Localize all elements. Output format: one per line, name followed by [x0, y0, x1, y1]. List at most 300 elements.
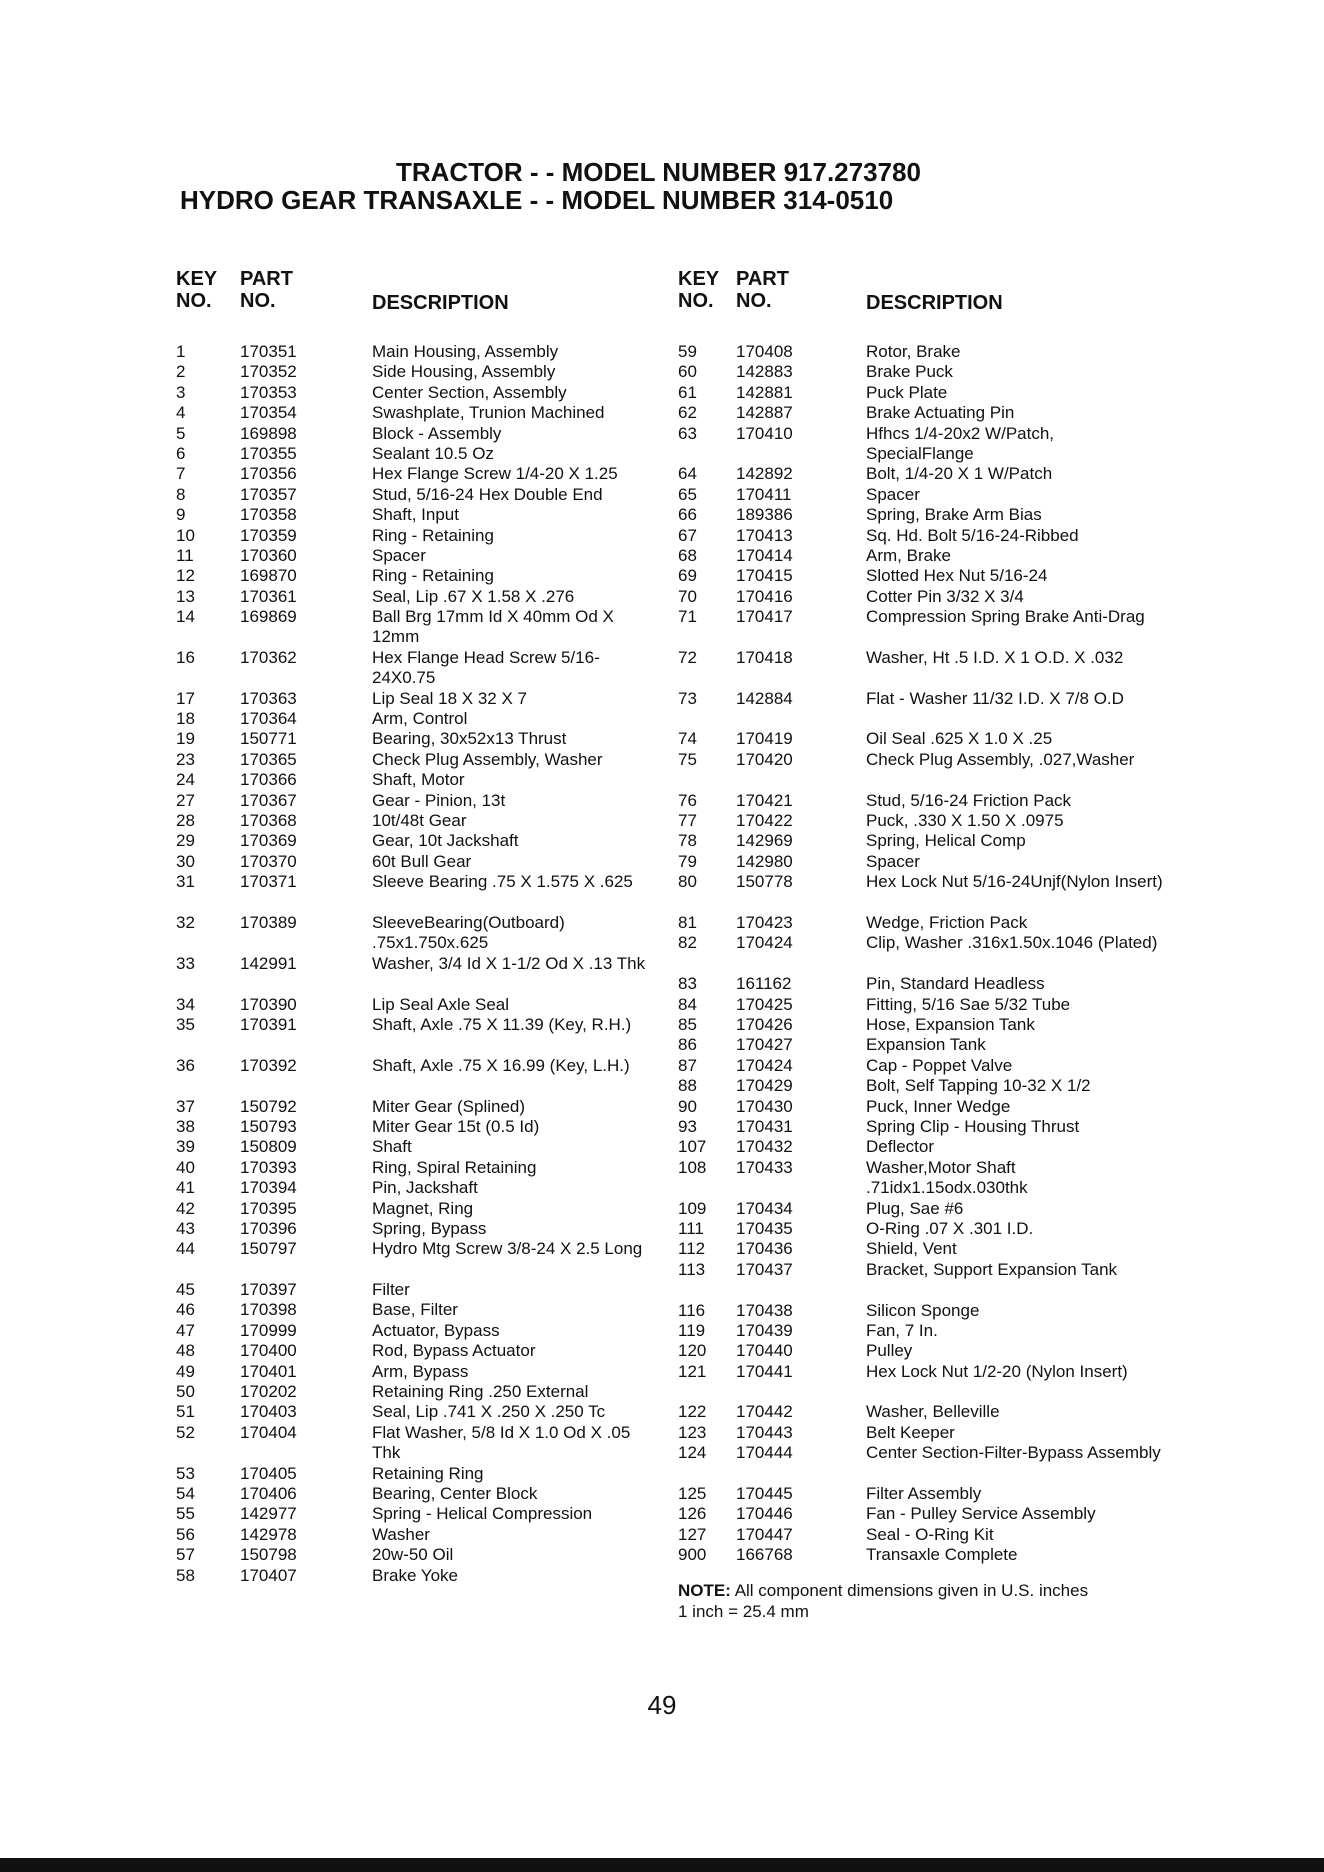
key-number: 126: [678, 1504, 707, 1524]
key-number: 84: [678, 994, 697, 1014]
part-number: 142980: [736, 851, 793, 871]
part-description: Shaft, Axle .75 X 16.99 (Key, L.H.): [372, 1055, 630, 1075]
part-description: Spacer: [866, 851, 920, 871]
part-number: 170393: [240, 1157, 297, 1177]
part-description: Shield, Vent: [866, 1239, 957, 1259]
key-number: 60: [678, 362, 697, 382]
part-header: PART NO.: [240, 268, 293, 312]
part-number: 170390: [240, 994, 297, 1014]
key-number: 125: [678, 1484, 707, 1504]
key-number: 72: [678, 647, 697, 667]
part-description: Hydro Mtg Screw 3/8-24 X 2.5 Long: [372, 1239, 643, 1259]
key-number: 17: [176, 688, 195, 708]
part-description: Spring, Brake Arm Bias: [866, 505, 1042, 525]
part-number: 170424: [736, 933, 793, 953]
part-number: 170356: [240, 464, 297, 484]
key-number: 34: [176, 994, 195, 1014]
part-number: 170404: [240, 1422, 297, 1442]
part-description: Hex Lock Nut 5/16-24Unjf(Nylon Insert): [866, 872, 1163, 892]
part-number: 170400: [240, 1341, 297, 1361]
part-number: 170436: [736, 1239, 793, 1259]
part-description: Plug, Sae #6: [866, 1198, 964, 1218]
part-description: 60t Bull Gear: [372, 851, 472, 871]
key-number: 45: [176, 1280, 195, 1300]
part-description: Hfhcs 1/4-20x2 W/Patch, SpecialFlange: [866, 423, 1055, 463]
key-number: 35: [176, 1014, 195, 1034]
part-number: 170352: [240, 362, 297, 382]
key-number: 121: [678, 1361, 707, 1381]
key-number: 58: [176, 1565, 195, 1585]
part-number: 170370: [240, 851, 297, 871]
key-number: 122: [678, 1402, 707, 1422]
part-description: Brake Yoke: [372, 1565, 459, 1585]
part-description: Compression Spring Brake Anti-Drag: [866, 607, 1145, 627]
part-number: 170395: [240, 1198, 297, 1218]
part-number: 170416: [736, 586, 793, 606]
key-number: 39: [176, 1137, 195, 1157]
part-description: Cap - Poppet Valve: [866, 1055, 1013, 1075]
key-number: 86: [678, 1035, 697, 1055]
part-description: Miter Gear (Splined): [372, 1096, 526, 1116]
key-number: 16: [176, 647, 195, 667]
part-description: Side Housing, Assembly: [372, 362, 556, 382]
key-number: 67: [678, 525, 697, 545]
part-number: 170358: [240, 505, 297, 525]
part-description: Hex Lock Nut 1/2-20 (Nylon Insert): [866, 1361, 1128, 1381]
part-description: Gear, 10t Jackshaft: [372, 831, 519, 851]
part-number: 170443: [736, 1422, 793, 1442]
part-number: 150797: [240, 1239, 297, 1259]
key-number: 40: [176, 1157, 195, 1177]
part-description: Base, Filter: [372, 1300, 458, 1320]
part-number: 170411: [736, 484, 792, 504]
part-description: Bracket, Support Expansion Tank: [866, 1259, 1118, 1279]
part-number: 170371: [240, 872, 297, 892]
key-number: 900: [678, 1545, 707, 1565]
part-description: Brake Actuating Pin: [866, 403, 1015, 423]
key-number: 108: [678, 1157, 707, 1177]
part-number: 142969: [736, 831, 793, 851]
part-number: 170415: [736, 566, 793, 586]
part-description: Center Section-Filter-Bypass Assembly: [866, 1443, 1161, 1463]
key-number: 38: [176, 1116, 195, 1136]
part-number: 170396: [240, 1218, 297, 1238]
dimensions-note: [678, 1580, 1238, 1622]
part-description: O-Ring .07 X .301 I.D.: [866, 1218, 1034, 1238]
note-text: All component dimensions given in U.S. inches: [734, 1581, 1089, 1600]
part-number: 150798: [240, 1545, 297, 1565]
key-number: 52: [176, 1422, 195, 1442]
part-number: 170369: [240, 831, 297, 851]
part-description: Check Plug Assembly, .027,Washer: [866, 749, 1135, 769]
key-number: 44: [176, 1239, 195, 1259]
key-number: 51: [176, 1402, 195, 1422]
part-number: 170368: [240, 811, 297, 831]
note-label: NOTE:: [678, 1581, 731, 1600]
part-number: 150793: [240, 1116, 297, 1136]
part-number: 170417: [736, 607, 793, 627]
key-number: 63: [678, 423, 697, 443]
key-number: 112: [678, 1239, 706, 1259]
part-number: 170353: [240, 382, 297, 402]
key-number: 83: [678, 974, 697, 994]
part-number: 170389: [240, 912, 297, 932]
key-number: 119: [678, 1320, 706, 1340]
description-header: DESCRIPTION: [866, 292, 1003, 314]
part-description: Flat Washer, 5/8 Id X 1.0 Od X .05 Thk: [372, 1422, 631, 1463]
part-description: Pin, Standard Headless: [866, 974, 1045, 994]
part-number: 170421: [736, 790, 793, 810]
key-number: 12: [176, 566, 195, 586]
part-description: Sealant 10.5 Oz: [372, 443, 494, 463]
part-number: 170427: [736, 1035, 793, 1055]
part-description: Puck, .330 X 1.50 X .0975: [866, 811, 1064, 831]
key-number: 73: [678, 688, 697, 708]
part-description: Stud, 5/16-24 Hex Double End: [372, 484, 603, 504]
key-number: 107: [678, 1137, 707, 1157]
part-number: 170430: [736, 1096, 793, 1116]
key-number: 24: [176, 770, 195, 790]
key-number: 82: [678, 933, 697, 953]
key-number: 80: [678, 872, 697, 892]
key-number: 69: [678, 566, 697, 586]
key-number: 27: [176, 790, 195, 810]
part-number: 169869: [240, 607, 297, 627]
part-number: 170446: [736, 1504, 793, 1524]
key-number: 123: [678, 1422, 707, 1442]
part-description: Belt Keeper: [866, 1422, 955, 1442]
key-number: 70: [678, 586, 697, 606]
part-number: 142991: [240, 953, 297, 973]
key-number: 36: [176, 1055, 195, 1075]
page-number: 49: [647, 1690, 677, 1720]
key-number: 65: [678, 484, 697, 504]
part-description: Seal, Lip .67 X 1.58 X .276: [372, 586, 575, 606]
part-number: 170431: [736, 1116, 793, 1136]
key-number: 14: [176, 607, 195, 627]
part-description: Washer, 3/4 Id X 1-1/2 Od X .13 Thk: [372, 953, 646, 973]
part-number: 170413: [736, 525, 793, 545]
key-number: 23: [176, 749, 195, 769]
part-number: 170392: [240, 1055, 297, 1075]
part-number: 169898: [240, 423, 297, 443]
part-description: Ring - Retaining: [372, 566, 494, 586]
part-description: Rod, Bypass Actuator: [372, 1341, 536, 1361]
part-description: Clip, Washer .316x1.50x.1046 (Plated): [866, 933, 1158, 953]
part-number: 170442: [736, 1402, 793, 1422]
part-number: 170403: [240, 1402, 297, 1422]
key-number: 68: [678, 545, 697, 565]
part-description: Magnet, Ring: [372, 1198, 474, 1218]
part-description: Cotter Pin 3/32 X 3/4: [866, 586, 1024, 606]
part-number: 170363: [240, 688, 297, 708]
key-number: 111: [678, 1218, 704, 1238]
part-description: Shaft: [372, 1137, 412, 1157]
part-description: Fan, 7 In.: [866, 1320, 938, 1340]
part-description: Spacer: [866, 484, 920, 504]
key-number: 76: [678, 790, 697, 810]
part-description: Filter Assembly: [866, 1484, 982, 1504]
part-description: Stud, 5/16-24 Friction Pack: [866, 790, 1072, 810]
part-description: Washer,Motor Shaft .71idx1.15odx.030thk: [866, 1157, 1028, 1198]
part-number: 166768: [736, 1545, 793, 1565]
part-number: 170418: [736, 647, 793, 667]
part-description: Swashplate, Trunion Machined: [372, 403, 605, 423]
part-description: Ring - Retaining: [372, 525, 494, 545]
key-number: 71: [678, 607, 697, 627]
key-number: 8: [176, 484, 186, 504]
part-number: 170361: [240, 586, 297, 606]
part-number: 170438: [736, 1300, 793, 1320]
key-number: 57: [176, 1545, 195, 1565]
part-description: Seal, Lip .741 X .250 X .250 Tc: [372, 1402, 606, 1422]
part-description: Oil Seal .625 X 1.0 X .25: [866, 729, 1053, 749]
part-number: 170426: [736, 1015, 793, 1034]
part-number: 170394: [240, 1178, 297, 1198]
part-description: Spring, Helical Comp: [866, 831, 1026, 851]
part-description: Fan - Pulley Service Assembly: [866, 1504, 1096, 1524]
part-description: Spacer: [372, 545, 426, 565]
part-number: 170432: [736, 1137, 793, 1157]
key-number: 55: [176, 1504, 195, 1524]
key-number: 116: [678, 1300, 706, 1320]
part-description: Brake Puck: [866, 362, 953, 382]
part-description: Lip Seal 18 X 32 X 7: [372, 688, 528, 708]
key-number: 19: [176, 729, 195, 749]
key-number: 81: [678, 913, 697, 933]
part-description: Spring, Bypass: [372, 1218, 487, 1238]
part-description: Flat - Washer 11/32 I.D. X 7/8 O.D: [866, 688, 1124, 708]
part-description: Hex Flange Screw 1/4-20 X 1.25: [372, 464, 618, 484]
part-description: 10t/48t Gear: [372, 811, 467, 831]
part-number: 170355: [240, 443, 297, 463]
part-number: 170434: [736, 1198, 793, 1218]
part-description: Shaft, Motor: [372, 770, 465, 790]
key-number: 124: [678, 1443, 707, 1463]
key-number: 77: [678, 811, 697, 831]
part-description: Bolt, 1/4-20 X 1 W/Patch: [866, 464, 1053, 484]
part-number: 170398: [240, 1300, 297, 1320]
part-number: 142884: [736, 688, 793, 708]
description-header: DESCRIPTION: [372, 292, 509, 314]
part-number: 170408: [736, 342, 793, 361]
part-description: Rotor, Brake: [866, 342, 961, 361]
part-description: Gear - Pinion, 13t: [372, 790, 506, 810]
part-description: Filter: [372, 1280, 410, 1300]
part-description: Arm, Bypass: [372, 1361, 469, 1381]
key-number: 31: [176, 872, 195, 892]
part-number: 170445: [736, 1484, 793, 1504]
part-number: 170441: [736, 1361, 793, 1381]
part-number: 170425: [736, 994, 793, 1014]
part-description: Washer, Belleville: [866, 1402, 1000, 1422]
part-description: Pulley: [866, 1341, 913, 1361]
key-number: 66: [678, 505, 697, 525]
part-number: 170437: [736, 1259, 793, 1279]
part-number: 170999: [240, 1320, 297, 1340]
key-number: 109: [678, 1198, 707, 1218]
part-description: Transaxle Complete: [866, 1545, 1018, 1565]
part-number: 170401: [240, 1361, 297, 1381]
part-description: Check Plug Assembly, Washer: [372, 749, 603, 769]
part-number: 170364: [240, 709, 297, 729]
key-number: 47: [176, 1320, 195, 1340]
part-description: Retaining Ring: [372, 1463, 484, 1483]
key-number: 42: [176, 1198, 195, 1218]
part-header: PART NO.: [736, 268, 789, 312]
part-number: 150792: [240, 1096, 297, 1116]
part-description: Center Section, Assembly: [372, 382, 567, 402]
key-number: 11: [176, 545, 194, 565]
part-number: 170391: [240, 1014, 297, 1034]
part-description: Spring Clip - Housing Thrust: [866, 1116, 1080, 1136]
key-number: 30: [176, 851, 195, 871]
part-number: 170447: [736, 1524, 793, 1544]
key-number: 33: [176, 953, 195, 973]
key-number: 54: [176, 1484, 195, 1504]
part-number: 170419: [736, 729, 793, 749]
part-number: 142887: [736, 403, 793, 423]
part-description: Hex Flange Head Screw 5/16-24X0.75: [372, 647, 600, 688]
key-header: KEY NO.: [176, 268, 218, 312]
part-number: 170406: [240, 1484, 297, 1504]
part-description: Slotted Hex Nut 5/16-24: [866, 566, 1048, 586]
key-number: 48: [176, 1341, 195, 1361]
key-number: 62: [678, 403, 697, 423]
part-description: Shaft, Axle .75 X 11.39 (Key, R.H.): [372, 1014, 632, 1034]
part-number: 170360: [240, 545, 297, 565]
part-description: Fitting, 5/16 Sae 5/32 Tube: [866, 994, 1071, 1014]
part-description: Block - Assembly: [372, 423, 502, 443]
part-number: 150778: [736, 872, 793, 892]
part-description: Silicon Sponge: [866, 1300, 980, 1320]
key-number: 6: [176, 443, 186, 463]
part-number: 169870: [240, 566, 297, 586]
part-number: 170435: [736, 1218, 793, 1238]
key-number: 78: [678, 831, 697, 851]
part-description: Washer: [372, 1524, 430, 1544]
part-number: 142977: [240, 1504, 297, 1524]
key-number: 41: [176, 1178, 195, 1198]
key-number: 29: [176, 831, 195, 851]
part-description: Bearing, Center Block: [372, 1484, 538, 1504]
part-description: Miter Gear 15t (0.5 Id): [372, 1116, 540, 1136]
page-title: TRACTOR - - MODEL NUMBER 917.273780: [396, 157, 921, 187]
key-number: 3: [176, 382, 186, 402]
part-description: Spring - Helical Compression: [372, 1504, 593, 1524]
part-description: Arm, Brake: [866, 545, 952, 565]
part-description: Wedge, Friction Pack: [866, 913, 1028, 933]
part-number: 170420: [736, 749, 793, 769]
key-number: 9: [176, 505, 186, 525]
bottom-rule: [0, 1858, 1324, 1872]
part-number: 142883: [736, 362, 793, 382]
part-number: 170397: [240, 1280, 297, 1300]
part-description: Puck, Inner Wedge: [866, 1096, 1011, 1116]
key-number: 46: [176, 1300, 195, 1320]
part-description: Bolt, Self Tapping 10-32 X 1/2: [866, 1076, 1091, 1096]
part-number: 170359: [240, 525, 297, 545]
key-number: 61: [678, 382, 697, 402]
key-number: 43: [176, 1218, 195, 1238]
key-number: 120: [678, 1341, 707, 1361]
key-number: 56: [176, 1524, 195, 1544]
part-description: Puck Plate: [866, 382, 948, 402]
key-number: 59: [678, 342, 697, 361]
part-number: 170429: [736, 1076, 793, 1096]
part-number: 170367: [240, 790, 297, 810]
key-number: 50: [176, 1382, 195, 1402]
part-number: 170422: [736, 811, 793, 831]
part-description: Actuator, Bypass: [372, 1320, 500, 1340]
key-number: 93: [678, 1116, 697, 1136]
key-number: 5: [176, 423, 186, 443]
key-number: 49: [176, 1361, 195, 1381]
part-description: Ring, Spiral Retaining: [372, 1157, 537, 1177]
page-subtitle: HYDRO GEAR TRANSAXLE - - MODEL NUMBER 314-0510: [180, 185, 894, 215]
key-number: 87: [678, 1055, 697, 1075]
part-description: Retaining Ring .250 External: [372, 1382, 589, 1402]
part-description: Expansion Tank: [866, 1035, 986, 1055]
key-number: 88: [678, 1076, 697, 1096]
part-number: 150809: [240, 1137, 297, 1157]
part-description: Hose, Expansion Tank: [866, 1015, 1035, 1034]
part-description: Seal - O-Ring Kit: [866, 1524, 994, 1544]
part-description: 20w-50 Oil: [372, 1545, 454, 1565]
part-description: Ball Brg 17mm Id X 40mm Od X 12mm: [372, 607, 614, 647]
key-number: 74: [678, 729, 697, 749]
key-number: 32: [176, 912, 195, 932]
key-number: 7: [176, 464, 186, 484]
key-number: 2: [176, 362, 186, 382]
part-description: Shaft, Input: [372, 505, 459, 525]
part-number: 170365: [240, 749, 297, 769]
part-number: 150771: [240, 729, 297, 749]
part-description: Bearing, 30x52x13 Thrust: [372, 729, 567, 749]
part-number: 170423: [736, 913, 793, 933]
part-number: 161162: [736, 974, 792, 994]
part-description: Main Housing, Assembly: [372, 342, 559, 361]
key-number: 90: [678, 1096, 697, 1116]
part-description: Lip Seal Axle Seal: [372, 994, 510, 1014]
key-number: 10: [176, 525, 195, 545]
part-number: 189386: [736, 505, 793, 525]
key-number: 113: [678, 1259, 706, 1279]
part-description: Sleeve Bearing .75 X 1.575 X .625: [372, 872, 633, 892]
key-number: 18: [176, 709, 195, 729]
note-conversion: 1 inch = 25.4 mm: [678, 1602, 809, 1621]
part-number: 170357: [240, 484, 297, 504]
key-number: 13: [176, 586, 195, 606]
part-number: 170439: [736, 1320, 793, 1340]
part-number: 142881: [736, 382, 793, 402]
part-number: 170405: [240, 1463, 297, 1483]
key-number: 53: [176, 1463, 195, 1483]
part-number: 170351: [240, 342, 297, 361]
part-description: Arm, Control: [372, 709, 468, 729]
key-number: 1: [176, 342, 186, 361]
key-number: 4: [176, 403, 186, 423]
part-number: 170433: [736, 1157, 793, 1177]
part-description: Washer, Ht .5 I.D. X 1 O.D. X .032: [866, 647, 1124, 667]
part-number: 170362: [240, 647, 297, 667]
part-description: Pin, Jackshaft: [372, 1178, 478, 1198]
part-number: 170410: [736, 423, 793, 443]
key-number: 85: [678, 1015, 697, 1034]
part-description: SleeveBearing(Outboard) .75x1.750x.625: [372, 912, 565, 953]
part-number: 170440: [736, 1341, 793, 1361]
part-number: 170202: [240, 1382, 297, 1402]
